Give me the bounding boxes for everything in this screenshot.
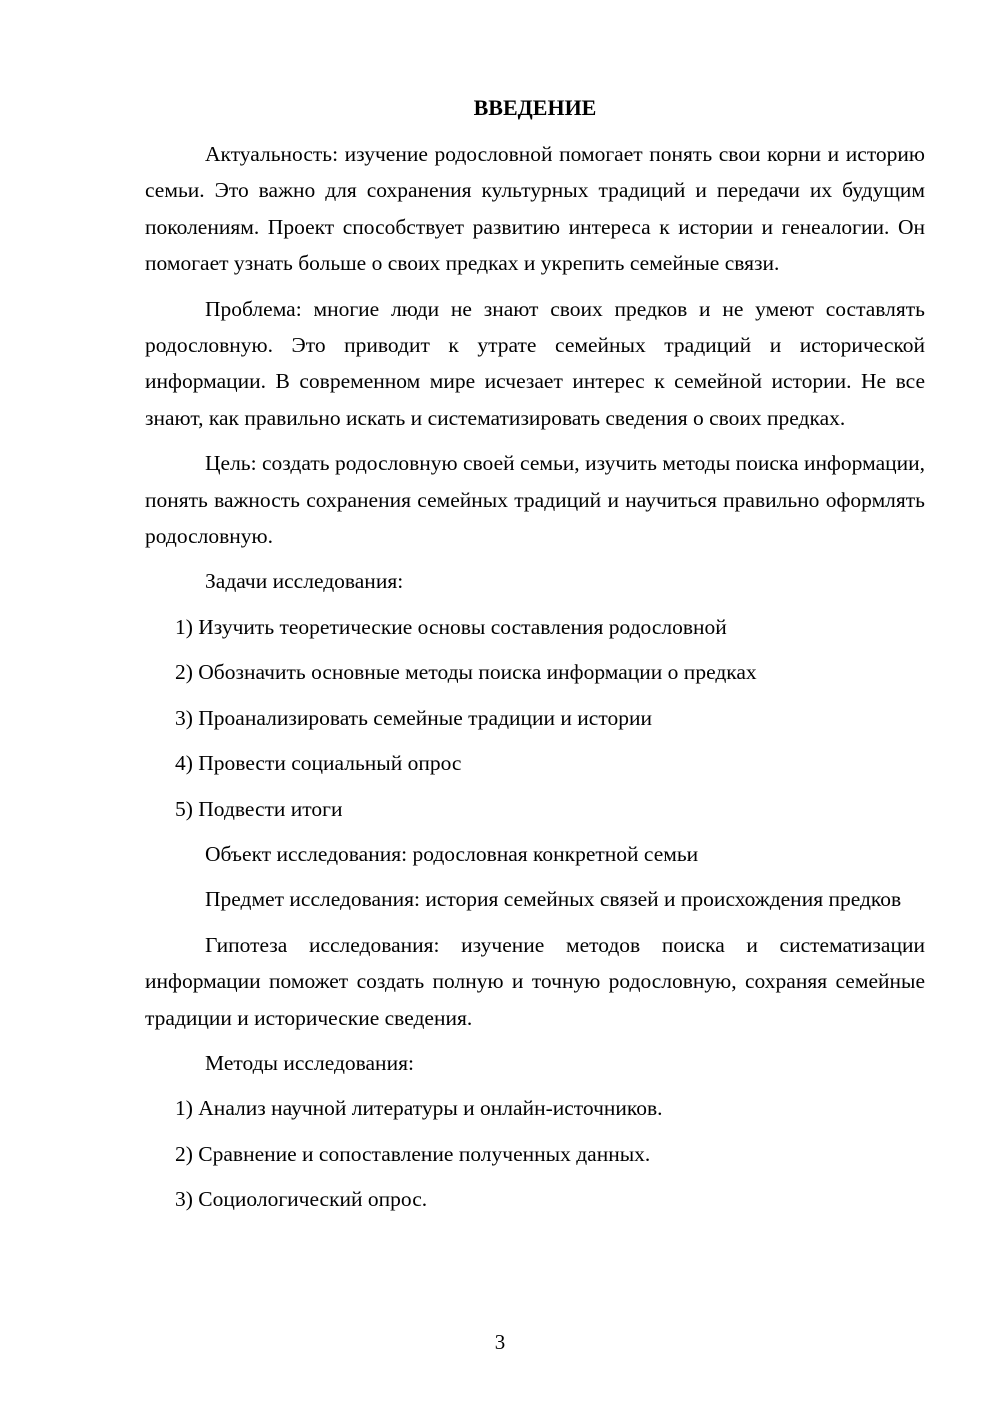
page-title: ВВЕДЕНИЕ xyxy=(473,95,597,120)
methods-list xyxy=(145,1090,925,1217)
method-item: 2) Сравнение и сопоставление полученных данных. xyxy=(175,1141,651,1166)
method-item: 3) Социологический опрос. xyxy=(175,1187,428,1212)
task-item: 2) Обозначить основные методы поиска информации о предках xyxy=(175,660,757,685)
paragraph-actuality: Актуальность: изучение родословной помогает понять свои корни и историю семьи. Это важно для сохранения культурных традиций и передачи их будущим поколениям. Проект способствует развитию интереса к истории и генеалогии. Он помогает узнать больше о своих предках и укрепить семейные связи. xyxy=(145,142,925,276)
methods-heading: Методы исследования: xyxy=(205,1050,414,1075)
page-number: 3 xyxy=(494,1330,506,1354)
task-item: 5) Подвести итоги xyxy=(175,796,343,821)
task-item: 4) Провести социальный опрос xyxy=(175,751,462,776)
paragraph-hypothesis: Гипотеза исследования: изучение методов поиска и систематизации информации поможет создать полную и точную родословную, сохраняя семейные традиции и исторические сведения. xyxy=(145,932,925,1030)
method-item: 1) Анализ научной литературы и онлайн-источников. xyxy=(175,1096,663,1121)
paragraph-goal: Цель: создать родословную своей семьи, изучить методы поиска информации, понять важность сохранения семейных традиций и научиться правильно оформлять родословную. xyxy=(145,451,925,549)
paragraph-problem: Проблема: многие люди не знают своих предков и не умеют составлять родословную. Это приводит к утрате семейных традиций и исторической информации. В современном мире исчезает интерес к семейной истории. Не все знают, как правильно искать и систематизировать сведения о своих предках. xyxy=(145,296,925,430)
paragraph-subject: Предмет исследования: история семейных связей и происхождения предков xyxy=(205,887,902,912)
task-item: 3) Проанализировать семейные традиции и истории xyxy=(175,705,652,730)
task-item: 1) Изучить теоретические основы составления родословной xyxy=(175,614,727,639)
paragraph-object: Объект исследования: родословная конкретной семьи xyxy=(205,841,699,866)
tasks-list xyxy=(145,609,925,827)
tasks-heading: Задачи исследования: xyxy=(205,569,404,594)
document-content xyxy=(145,90,925,1227)
